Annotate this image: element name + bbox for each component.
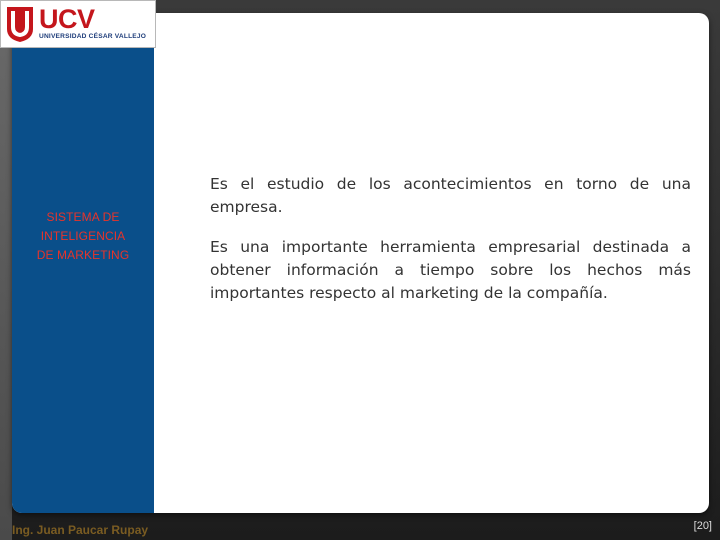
footer-author: Ing. Juan Paucar Rupay bbox=[12, 523, 149, 537]
sidebar-title-line-1: SISTEMA DE bbox=[46, 210, 120, 224]
slide-panel bbox=[12, 13, 709, 513]
ucv-emblem-icon bbox=[5, 5, 35, 43]
logo-name: UCV bbox=[39, 4, 95, 34]
content-paragraph-1: Es el estudio de los acontecimientos en torno de una empresa. bbox=[210, 175, 691, 216]
sidebar-title-line-2: INTELIGENCIA bbox=[40, 229, 126, 243]
logo-subtitle: UNIVERSIDAD CÉSAR VALLEJO bbox=[39, 33, 147, 40]
sidebar-title-line-3: DE MARKETING bbox=[36, 248, 130, 262]
page-number: [20] bbox=[693, 520, 712, 532]
left-edge-strip bbox=[0, 0, 12, 540]
sidebar bbox=[12, 13, 154, 513]
sidebar-title bbox=[12, 208, 154, 265]
ucv-logo bbox=[0, 0, 156, 48]
slide-content bbox=[210, 173, 691, 322]
content-paragraph-2: Es una importante herramienta empresarial destinada a obtener información a tiempo sobre los hechos más importantes respecto al marketing de la compañía. bbox=[210, 238, 691, 302]
